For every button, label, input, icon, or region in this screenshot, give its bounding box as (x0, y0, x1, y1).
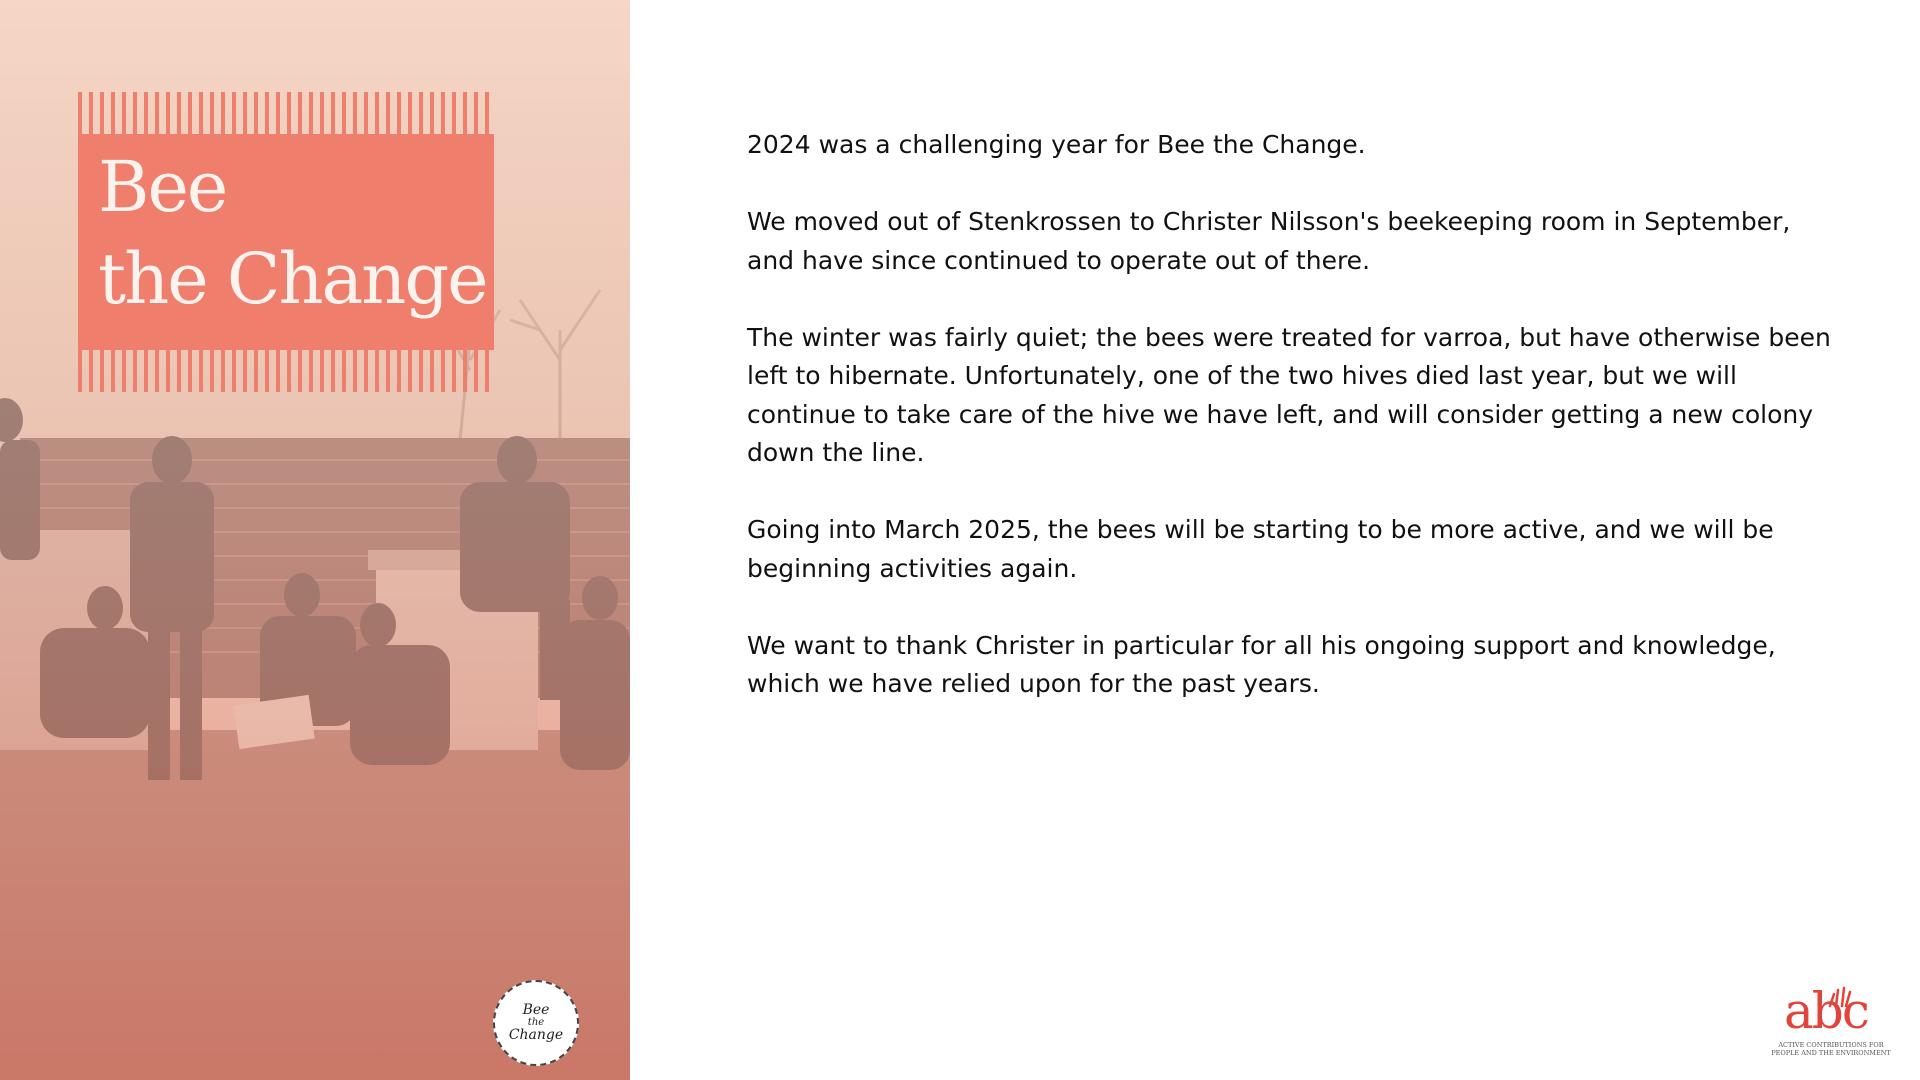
team-photo-panel (0, 0, 630, 1080)
badge-line-1: Bee (522, 1002, 550, 1019)
title-line-2: the Change (98, 238, 487, 320)
paragraph-3: The winter was fairly quiet; the bees were treated for varroa, but have otherwise been left to hibernate. Unfortunately, one of the two hives died last year, but we will continue to take care of the hive we have left, and will consider getting a new colony down the line. (747, 322, 1831, 467)
abc-logo-tagline-2: PEOPLE AND THE ENVIRONMENT (1771, 1048, 1891, 1057)
title-fringe-top (78, 92, 494, 134)
paragraph-2: We moved out of Stenkrossen to Christer Nilsson's beekeeping room in September, and have since continued to operate out of there. (747, 207, 1791, 275)
title-block (78, 92, 494, 392)
badge-line-3: Change (508, 1027, 564, 1044)
abc-logo-tagline (1770, 1042, 1892, 1058)
bee-the-change-badge-logo (493, 980, 579, 1066)
body-text (747, 126, 1837, 742)
abc-logo-tagline-1: ACTIVE CONTRIBUTIONS FOR (1778, 1041, 1884, 1049)
abc-logo (1770, 984, 1892, 1064)
paragraph-5: We want to thank Christer in particular for all his ongoing support and knowledge, which we have relied upon for the past years. (747, 630, 1776, 698)
paragraph-4: Going into March 2025, the bees will be starting to be more active, and we will be beginning activities again. (747, 515, 1774, 583)
title-line-1: Bee (98, 146, 227, 228)
abc-logo-mark: abc (1784, 982, 1868, 1040)
badge-line-2: the (527, 1016, 545, 1028)
paragraph-1: 2024 was a challenging year for Bee the Change. (747, 130, 1366, 159)
title-fringe-bottom (78, 350, 494, 392)
